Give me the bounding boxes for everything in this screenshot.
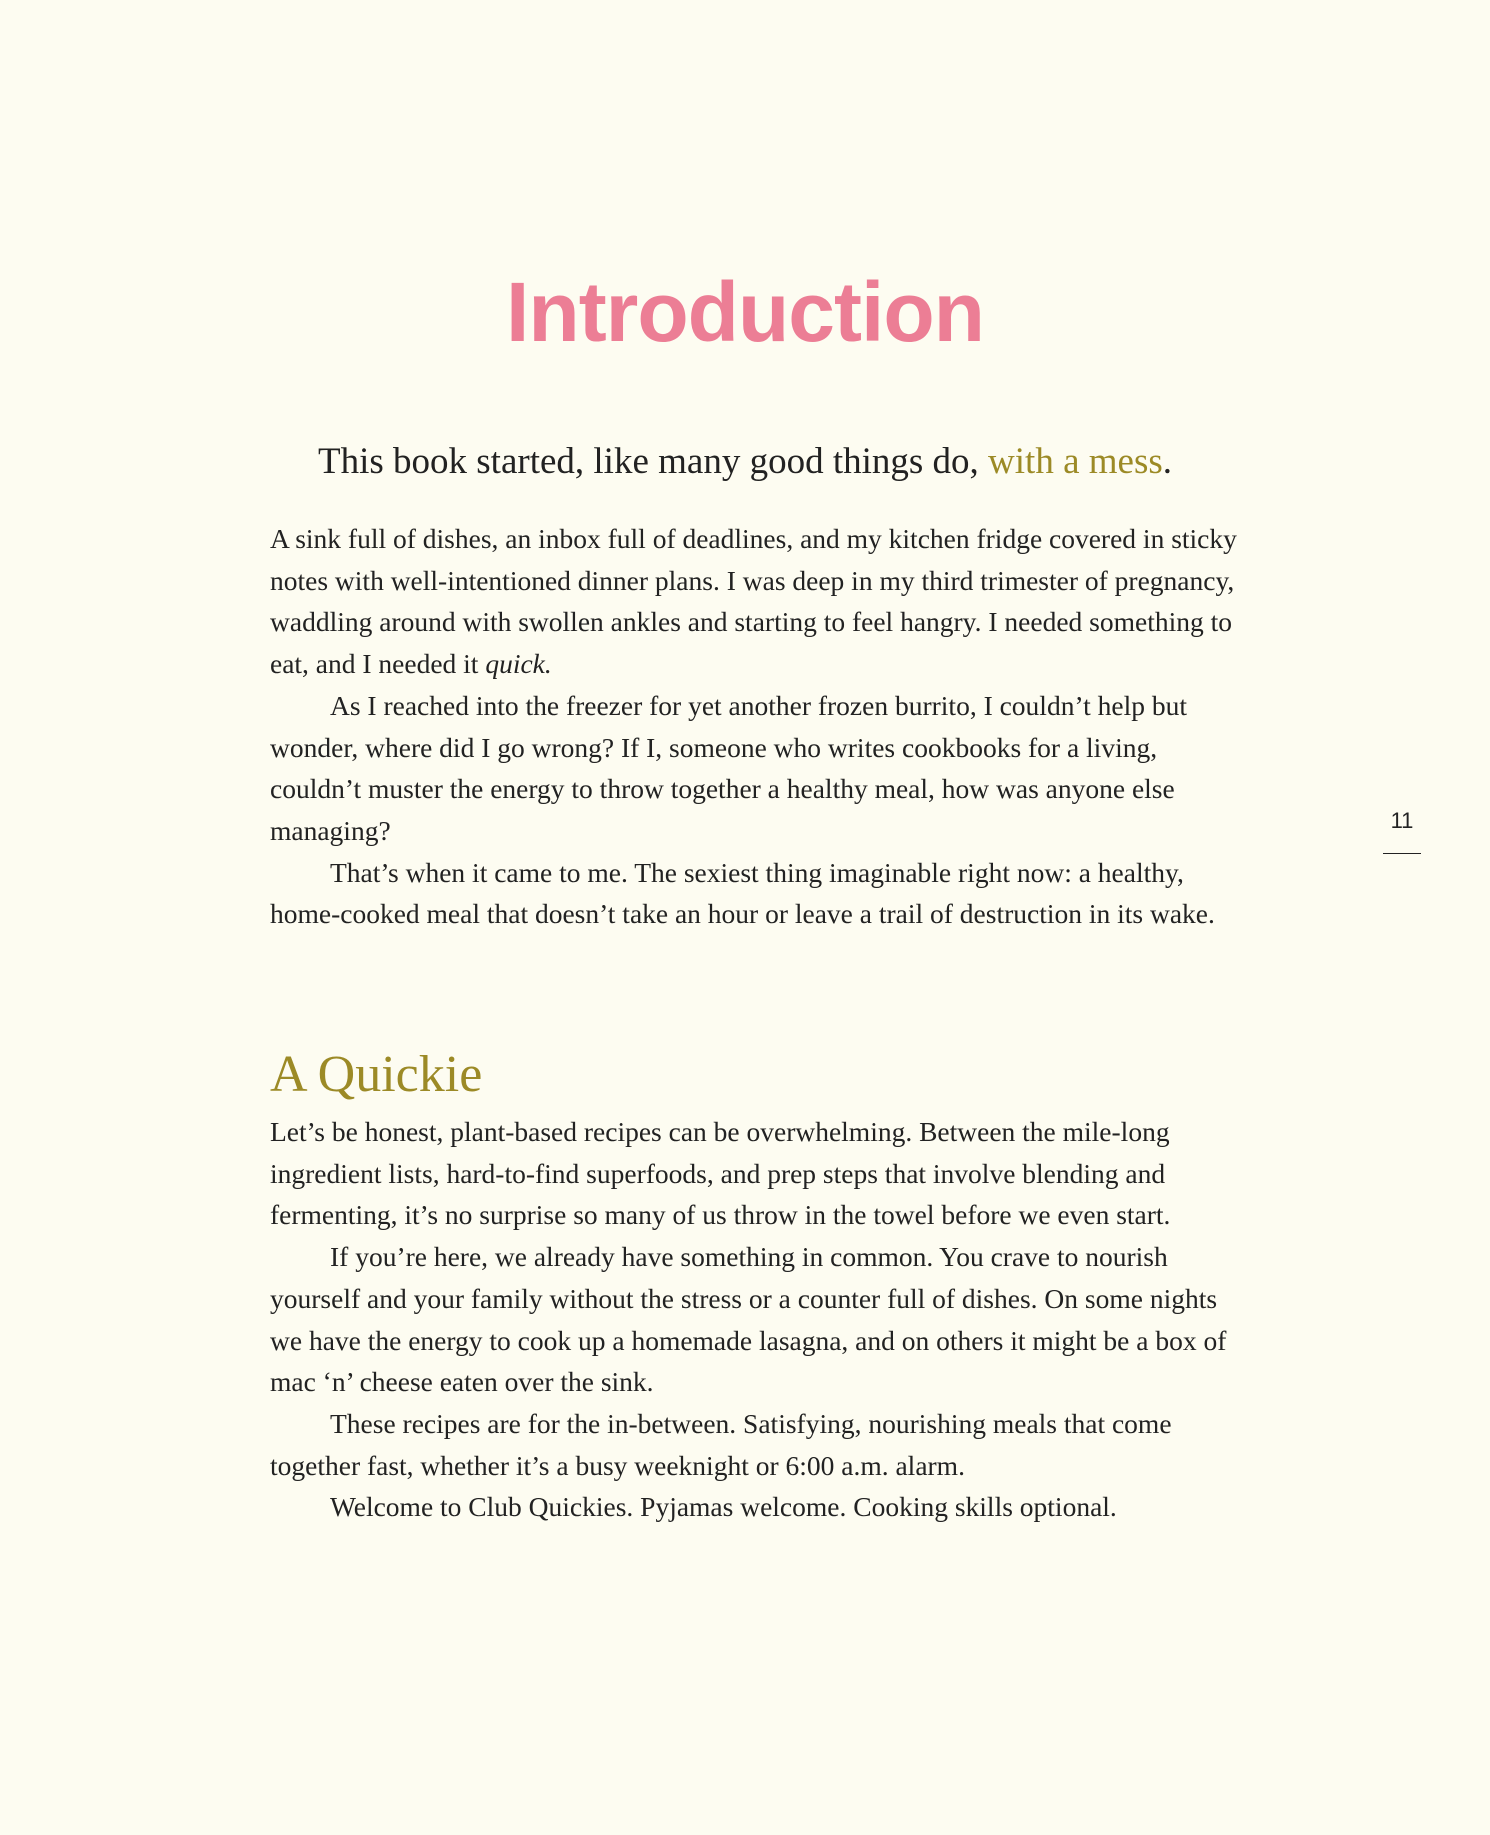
page-number-rule — [1383, 853, 1421, 854]
intro-paragraph-3: That’s when it came to me. The sexiest thing imaginable right now: a healthy, home-cooked meal that doesn’t take an hour or leave a trail of destruction in its wake. — [270, 856, 1215, 930]
page-number: 11 — [1390, 808, 1414, 833]
lead-text: This book started, like many good things do, — [318, 441, 989, 482]
section-body — [270, 1111, 1240, 1528]
page-title: Introduction — [506, 265, 984, 359]
lead-end-punctuation: . — [1162, 441, 1172, 482]
section-paragraph-2: If you’re here, we already have something in common. You crave to nourish yourself and your family without the stress or a counter full of dishes. On some nights we have the energy to cook up a homemade lasagna, and on others it might be a box of mac ‘n’ cheese eaten over the sink. — [270, 1241, 1227, 1398]
intro-paragraph-2: As I reached into the freezer for yet another frozen burrito, I couldn’t help but wonder, where did I go wrong? If I, someone who writes cookbooks for a living, couldn’t muster the energy to throw together a healthy meal, how was anyone else managing? — [270, 689, 1187, 846]
intro-paragraph-1-text: A sink full of dishes, an inbox full of deadlines, and my kitchen fridge covered in sticky notes with well-intentioned dinner plans. I was deep in my third trimester of pregnancy, waddling around with swollen ankles and starting to feel hangry. I needed something to eat, and I needed it — [270, 523, 1237, 680]
section-heading: A Quickie — [270, 1046, 483, 1103]
section-paragraph-4: Welcome to Club Quickies. Pyjamas welcome. Cooking skills optional. — [330, 1491, 1117, 1523]
lead-sentence — [270, 432, 1220, 492]
lead-accent-text: with a mess — [988, 441, 1163, 482]
section-paragraph-1: Let’s be honest, plant-based recipes can be overwhelming. Between the mile-long ingredient lists, hard-to-find superfoods, and prep steps that involve blending and fermenting, it’s no surprise so many of us throw in the towel before we even start. — [270, 1116, 1171, 1231]
section-paragraph-3: These recipes are for the in-between. Satisfying, nourishing meals that come together fast, whether it’s a busy weeknight or 6:00 a.m. alarm. — [270, 1407, 1172, 1481]
intro-body — [270, 518, 1240, 935]
intro-paragraph-1 — [270, 518, 1240, 685]
intro-paragraph-1-emphasis: quick. — [485, 648, 552, 680]
